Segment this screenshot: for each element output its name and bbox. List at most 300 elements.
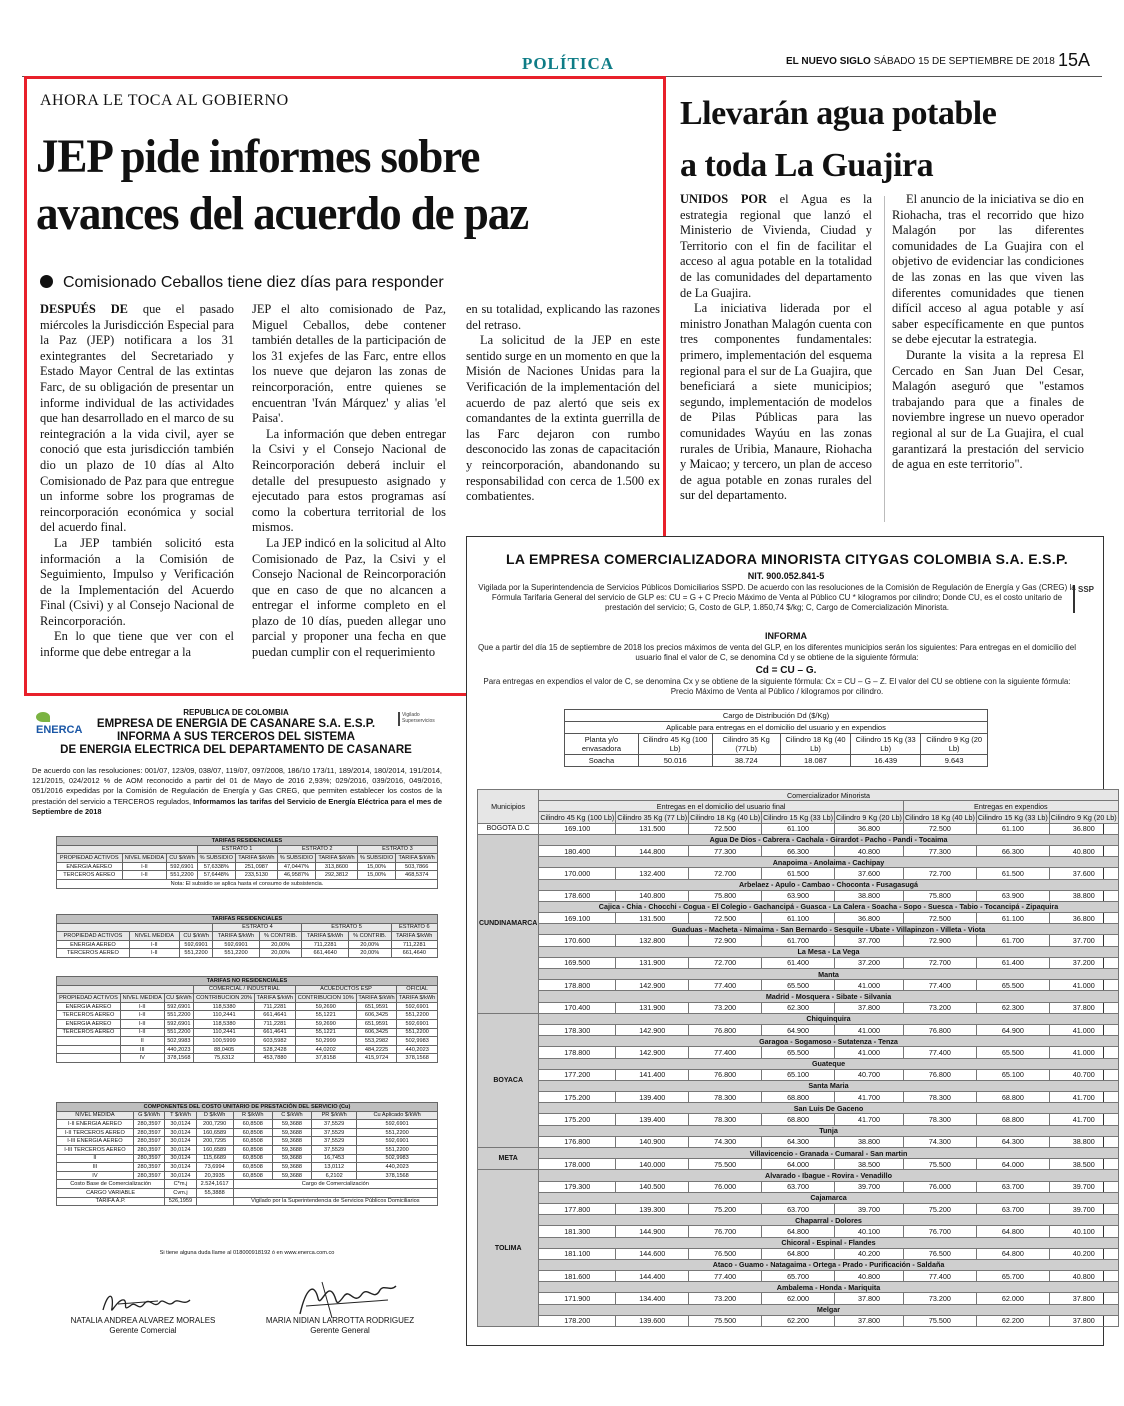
table-cell: 40.100 xyxy=(835,1226,904,1237)
table-row xyxy=(57,940,438,949)
table-cell: 551,2200 xyxy=(164,1011,193,1020)
table-cell: 41.000 xyxy=(835,980,904,991)
table-cell: 553,2982 xyxy=(356,1037,397,1046)
table-cell: 41.700 xyxy=(1049,1092,1118,1103)
enerca-intro xyxy=(32,766,442,817)
table-cell: 41.700 xyxy=(835,1114,904,1125)
column-header: PROPIEDAD ACTIVOS xyxy=(57,932,130,941)
zone-row xyxy=(478,1192,1119,1203)
table-cell: II xyxy=(57,1154,134,1163)
table-row xyxy=(57,1045,438,1054)
table-row xyxy=(478,1271,1119,1282)
table-cell: 592,6901 xyxy=(397,1019,438,1028)
table-cell: 73,6994 xyxy=(196,1163,233,1172)
table-row xyxy=(57,1019,438,1028)
table-cell: 59,3688 xyxy=(272,1137,311,1146)
table-cell: 551,2200 xyxy=(167,871,197,880)
department-cell: TOLIMA xyxy=(478,1170,539,1327)
table-cell: 61.700 xyxy=(976,935,1049,946)
table-cell: 77.400 xyxy=(689,1271,762,1282)
table-cell: 280,3597 xyxy=(133,1128,164,1137)
table-cell: 178.200 xyxy=(539,1315,616,1326)
table-cell: 38.800 xyxy=(835,890,904,901)
table-cell: III xyxy=(120,1045,164,1054)
table-cell: 59,3688 xyxy=(272,1163,311,1172)
table-cell: 37.800 xyxy=(835,1315,904,1326)
zone-row xyxy=(478,879,1119,890)
table-cell: 20,00% xyxy=(348,940,391,949)
table-cell: ENERGIA AEREO xyxy=(57,862,123,871)
column-header: NIVEL MEDIDA xyxy=(120,994,164,1003)
section-label: POLÍTICA xyxy=(521,54,615,73)
masthead xyxy=(786,56,1055,67)
table-row xyxy=(478,1293,1119,1304)
citygas-intro: Vigilada por la Superintendencia de Servicios Públicos Domiciliarios SSPD. De acuerdo con las resoluciones de la Comisión de Regulación de Energía y Gas (CREG) la Fórmula Tarifaria General del servicio de GLP es: CU = G + C Precio Máximo de Venta al Público CU * kilogramos por cilindro; Donde CU, es el costo unitario de prestación del servicio; G, Costo de GLP, 1.850,74 $/kg; C, Cargo de Comercialización Minorista. xyxy=(478,583,1076,612)
article1-column-3 xyxy=(466,302,660,528)
table-cell: 526,1959 xyxy=(165,1197,196,1206)
zone-row xyxy=(478,1103,1119,1114)
table-cell: 30,0124 xyxy=(165,1154,196,1163)
table-cell: 592,6901 xyxy=(213,940,259,949)
table-cell: 651,9591 xyxy=(356,1019,397,1028)
table-cell: 38.800 xyxy=(1049,1136,1118,1147)
table-cell: 36.800 xyxy=(835,823,904,834)
zone-label: Cajamarca xyxy=(539,1192,1118,1203)
citygas-nit: NIT. 900.052.841-5 xyxy=(747,571,825,581)
table-cell: 60,8508 xyxy=(233,1154,272,1163)
citygas-text-2: Que a partir del día 15 de septiembre de 2018 los precios máximos de venta del GLP, en los diferentes municipios serán los siguientes: Para entregas en el domicilio del usuario final el valor de C, se denomina Cd y se obtiene de la siguiente fórmula: xyxy=(478,643,1076,662)
column-header: PROPIEDAD ACTIVOS xyxy=(57,854,123,863)
column-header: D $/kWh xyxy=(196,1111,233,1120)
table-cell: 40.200 xyxy=(1049,1248,1118,1259)
table-title: Cargo de Distribución Dd ($/Kg) xyxy=(565,710,988,722)
table-cell: 73.200 xyxy=(903,1002,976,1013)
table-cell: 280,3597 xyxy=(133,1145,164,1154)
table-cell: 140.900 xyxy=(616,1136,689,1147)
table-cell: 37.800 xyxy=(1049,1002,1118,1013)
zone-row xyxy=(478,1058,1119,1069)
table-cell: 280,3597 xyxy=(133,1171,164,1180)
table-row xyxy=(57,1180,438,1189)
table-cell: 63.700 xyxy=(762,1181,835,1192)
distributor-header: Comercializador Minorista xyxy=(539,790,1118,801)
table-cell: 440,2023 xyxy=(164,1045,193,1054)
table-row xyxy=(57,1137,438,1146)
table-cell: 251,0987 xyxy=(236,862,278,871)
zone-row xyxy=(478,1148,1119,1159)
table-cell: 62.300 xyxy=(976,1002,1049,1013)
table-cell: I-III ENERGIA AEREO xyxy=(57,1137,134,1146)
table-cell: 77.400 xyxy=(903,1271,976,1282)
table-cell: 37.200 xyxy=(1049,957,1118,968)
table-row xyxy=(57,1154,438,1163)
group-cell xyxy=(57,923,213,932)
column-header: CONTRIBUCION 10% xyxy=(295,994,356,1003)
table-row xyxy=(57,1145,438,1154)
logo-text: ENERCA xyxy=(36,724,83,736)
table-row xyxy=(57,1054,438,1063)
table-cell: 68.800 xyxy=(976,1114,1049,1125)
home-delivery-header: Entregas en el domicilio del usuario final xyxy=(539,801,904,812)
table-cell: 77.400 xyxy=(689,1047,762,1058)
table-cell: 38.724 xyxy=(712,755,780,767)
paragraph xyxy=(680,192,872,301)
column-header: TARIFA $/kWh xyxy=(236,854,278,863)
table-cell: 77.400 xyxy=(689,980,762,991)
table-cell: 66.300 xyxy=(976,845,1049,856)
table-cell: Cargo de Comercialización xyxy=(233,1180,437,1189)
table-cell: TERCEROS AEREO xyxy=(57,1011,121,1020)
table-cell: 37.600 xyxy=(1049,868,1118,879)
table-cell: 76.800 xyxy=(903,1024,976,1035)
table-cell: 77.300 xyxy=(689,845,762,856)
table-cell: 68.800 xyxy=(762,1114,835,1125)
table-cell: 502,9983 xyxy=(397,1037,438,1046)
group-cell: ACUEDUCTOS ESP xyxy=(295,985,397,994)
table-cell: ENERGIA AEREO xyxy=(57,1019,121,1028)
table-cell: 551,2200 xyxy=(213,949,259,958)
table-cell: 40.100 xyxy=(1049,1226,1118,1237)
distribution-charge-table xyxy=(564,709,988,767)
table-cell: 59,2690 xyxy=(295,1019,356,1028)
table-cell: 37.800 xyxy=(835,1002,904,1013)
table-cell: 134.400 xyxy=(616,1293,689,1304)
table-cell: 65.500 xyxy=(976,980,1049,991)
table-cell: 178.800 xyxy=(539,1047,616,1058)
column-header: TARIFA $/kWh xyxy=(302,932,348,941)
zone-label: La Mesa - La Vega xyxy=(539,946,1118,957)
enerca-heading xyxy=(30,708,442,757)
table-cell: 64.000 xyxy=(762,1159,835,1170)
column-header: G $/kWh xyxy=(133,1111,164,1120)
table-cell: 76.500 xyxy=(689,1248,762,1259)
table-cell: 64.800 xyxy=(762,1226,835,1237)
table-cell: 313,8600 xyxy=(316,862,358,871)
table-cell: C*m.j xyxy=(165,1180,196,1189)
table-cell: I-II xyxy=(122,862,167,871)
table-cell: 37.800 xyxy=(1049,1315,1118,1326)
column-header: T $/kWh xyxy=(165,1111,196,1120)
column-header: TARIFA $/kWh xyxy=(391,932,437,941)
table-cell: 63.700 xyxy=(976,1181,1049,1192)
table-cell: 169.500 xyxy=(539,957,616,968)
residential-tariffs-1 xyxy=(56,836,438,889)
group-cell: ESTRATO 1 xyxy=(197,845,277,854)
intro-text: De acuerdo con las resoluciones: 001/07, 123/09, 038/07, 119/07, 097/2008, 186/10 173/11, 189/2014, 180/2014, 191/2014, 121/2015, 024/2012 % de AOM reconocido a partir del 01 de Mayo de 2016 2,93%; 029/2016, 039/2016, 049/2016, 051/2016 expedidas por la Comisión de Regulación de Energía y Gas CREG, que permiten establecer los costos de la prestación del servicio a TERCEROS regulados, xyxy=(32,766,442,806)
table-cell: 711,2281 xyxy=(255,1002,296,1011)
table-header-row xyxy=(57,1111,438,1120)
citygas-formula: Cd = CU – G. xyxy=(755,665,817,676)
zone-label: Alvarado - Ibague - Rovira - Venadillo xyxy=(539,1170,1118,1181)
table-cell: 77.300 xyxy=(903,845,976,856)
table-cell: 76.000 xyxy=(689,1181,762,1192)
table-cell: 72.900 xyxy=(689,935,762,946)
table-cell: 68.800 xyxy=(976,1092,1049,1103)
table-cell: 132.800 xyxy=(616,935,689,946)
group-cell: ESTRATO 5 xyxy=(302,923,391,932)
table-cell: 592,6901 xyxy=(357,1120,438,1129)
citygas-notice xyxy=(466,536,1117,1346)
table-cell: 115,6689 xyxy=(196,1154,233,1163)
column-header: CU $/kWh xyxy=(167,854,197,863)
column-header: Cilindro 35 Kg (77 Lb) xyxy=(617,812,688,822)
column-header: Cilindro 18 Kg (40 Lb) xyxy=(690,812,761,822)
table-cell: 59,3688 xyxy=(272,1145,311,1154)
column-header: TARIFA $/kWh xyxy=(397,994,438,1003)
zone-row xyxy=(478,991,1119,1002)
table-row xyxy=(478,890,1119,901)
table-cell: 72.700 xyxy=(689,868,762,879)
table-cell: 30,0124 xyxy=(165,1163,196,1172)
table-cell: 41.700 xyxy=(835,1092,904,1103)
republic-label: REPUBLICA DE COLOMBIA xyxy=(183,708,289,717)
table-row xyxy=(478,1159,1119,1170)
column-header: Cilindro 45 Kg (100 Lb) xyxy=(540,812,615,822)
table-title: TARIFAS RESIDENCIALES xyxy=(57,837,438,846)
paper-name: EL NUEVO SIGLO xyxy=(786,56,871,67)
table-cell: 47,0447% xyxy=(277,862,315,871)
table-cell: 606,3425 xyxy=(356,1011,397,1020)
table-cell xyxy=(196,1197,233,1206)
table-cell: 78.300 xyxy=(689,1114,762,1125)
citygas-title: LA EMPRESA COMERCIALIZADORA MINORISTA CITYGAS COLOMBIA S.A. E.S.P. xyxy=(506,551,1068,567)
zone-label: Chaparral - Dolores xyxy=(539,1215,1118,1226)
table-cell: 62.000 xyxy=(762,1293,835,1304)
table-cell: Costo Base de Comercialización xyxy=(57,1180,165,1189)
table-cell: 60,8508 xyxy=(233,1145,272,1154)
table-cell: 160,6589 xyxy=(196,1128,233,1137)
column-header: Cilindro 15 Kg (33 Lb) xyxy=(763,812,834,822)
table-cell: 37.700 xyxy=(835,935,904,946)
table-cell: 551,2200 xyxy=(397,1028,438,1037)
subhead-text: Comisionado Ceballos tiene diez días para responder xyxy=(63,274,444,291)
table-cell: 40.800 xyxy=(835,1271,904,1282)
table-row xyxy=(478,1136,1119,1147)
table-cell: 68.800 xyxy=(762,1092,835,1103)
zone-row xyxy=(478,1080,1119,1091)
table-cell: 61.400 xyxy=(762,957,835,968)
table-cell: 72.500 xyxy=(689,823,762,834)
table-cell: 280,3597 xyxy=(133,1120,164,1129)
paragraph: La JEP también solicitó esta información a la Comisión de Seguimiento, Impulso y Verificación de la Implementación del Acuerdo Final (Csivi) y al Consejo Nacional de Reincorporación. xyxy=(40,535,234,628)
table-cell: 75.200 xyxy=(903,1203,976,1214)
table-cell: 39.700 xyxy=(835,1203,904,1214)
group-row xyxy=(57,923,438,932)
table-cell: I-III TERCEROS AEREO xyxy=(57,1145,134,1154)
table-row xyxy=(478,1047,1119,1058)
table-cell: 37,5529 xyxy=(312,1145,357,1154)
table-cell: 528,2428 xyxy=(255,1045,296,1054)
column-header: C $/kWh xyxy=(272,1111,311,1120)
table-cell: 502,9983 xyxy=(164,1037,193,1046)
column-header: Cilindro 45 Kg (100 Lb) xyxy=(638,734,712,755)
table-cell: 64.300 xyxy=(976,1136,1049,1147)
table-cell: TERCEROS AEREO xyxy=(57,871,123,880)
table-cell: 378,1568 xyxy=(164,1054,193,1063)
table-cell: 140.000 xyxy=(616,1159,689,1170)
table-cell: 63.900 xyxy=(762,890,835,901)
table-cell: 171.900 xyxy=(539,1293,616,1304)
table-cell: 61.100 xyxy=(762,913,835,924)
table-cell: I-II xyxy=(120,1011,164,1020)
table-cell: ENERGIA AEREO xyxy=(57,1002,121,1011)
table-cell: 65.500 xyxy=(976,1047,1049,1058)
table-cell: TERCEROS AEREO xyxy=(57,1028,121,1037)
table-cell xyxy=(57,1054,121,1063)
table-cell: 72.500 xyxy=(903,913,976,924)
table-title-row xyxy=(57,1103,438,1112)
table-row xyxy=(478,868,1119,879)
table-cell: 63.900 xyxy=(976,890,1049,901)
table-cell: 36.800 xyxy=(835,913,904,924)
table-cell: 72.700 xyxy=(903,868,976,879)
table-cell: 175.200 xyxy=(539,1092,616,1103)
table-cell: 38.800 xyxy=(1049,890,1118,901)
table-row xyxy=(57,1171,438,1180)
table-cell: 140.500 xyxy=(616,1181,689,1192)
table-cell: 144.600 xyxy=(616,1248,689,1259)
table-cell: 30,0124 xyxy=(165,1120,196,1129)
table-cell: 175.200 xyxy=(539,1114,616,1125)
lead-words: DESPUÉS DE xyxy=(40,302,128,316)
table-cell: 661,4641 xyxy=(255,1028,296,1037)
column-header: Cilindro 9 Kg (20 Lb) xyxy=(1050,812,1117,822)
table-cell: 100,5999 xyxy=(194,1037,255,1046)
zone-label: Chiquinquira xyxy=(539,1013,1118,1024)
table-cell: 440,2023 xyxy=(397,1045,438,1054)
column-header: Cilindro 18 Kg (40 Lb) xyxy=(780,734,850,755)
table-row xyxy=(57,871,438,880)
group-cell: ESTRATO 3 xyxy=(357,845,437,854)
table-cell: 38.500 xyxy=(835,1159,904,1170)
department-cell: BOGOTA D.C xyxy=(478,823,539,834)
residential-tariffs-2 xyxy=(56,914,438,958)
table-cell: 30,0124 xyxy=(165,1128,196,1137)
zone-row xyxy=(478,924,1119,935)
table-cell: 233,5130 xyxy=(236,871,278,880)
table-cell: 592,6901 xyxy=(164,1019,193,1028)
cost-components xyxy=(56,1102,438,1206)
department-cell: CUNDINAMARCA xyxy=(478,834,539,1013)
zone-label: Ataco - Guamo - Natagaima - Ortega - Prado - Purificación - Saldaña xyxy=(539,1259,1118,1270)
column-header: % CONTRIB. xyxy=(259,932,302,941)
table-cell: 503,7866 xyxy=(396,862,438,871)
table-row xyxy=(57,1120,438,1129)
table-cell: 661,4640 xyxy=(302,949,348,958)
table-cell: 60,8508 xyxy=(233,1163,272,1172)
signatory-role: Gerente Comercial xyxy=(109,1326,177,1335)
table-cell: 36.800 xyxy=(1049,823,1118,834)
column-header: TARIFA $/kWh xyxy=(255,994,296,1003)
table-cell: 55,1221 xyxy=(295,1028,356,1037)
table-cell: 41.000 xyxy=(1049,980,1118,991)
column-header: Cu Aplicado $/kWh xyxy=(357,1111,438,1120)
table-cell: 65.500 xyxy=(762,1047,835,1058)
table-cell: 37.800 xyxy=(1049,1293,1118,1304)
table-cell: 551,2200 xyxy=(397,1011,438,1020)
table-row xyxy=(57,1197,438,1206)
table-cell: Cvm.j xyxy=(165,1188,196,1197)
table-cell: 50,2999 xyxy=(295,1037,356,1046)
paragraph-text: que el pasado miércoles la Jurisdicción Especial para la Paz (JEP) notificara a los 31 exintegrantes del Secretariado y Estado Mayor Central de las extintas Farc, de su obligación de presentar un informe individual de las actividades que han desarrollado en el marco de su reintegración a la vida civil, ayer se conoció que esta jurisdicción también dio un plazo de 10 días al Alto Comisionado de Paz para que entregue un informe sobre los programas de reincorporación económica y social del acuerdo final. xyxy=(40,302,234,535)
group-cell: OFICIAL xyxy=(397,985,438,994)
table-cell: 6,2102 xyxy=(312,1171,357,1180)
table-cell: 61.100 xyxy=(976,823,1049,834)
column-header: % SUBSIDIO xyxy=(277,854,315,863)
table-cell: 484,2225 xyxy=(356,1045,397,1054)
table-cell: 37.700 xyxy=(1049,935,1118,946)
table-cell: Vigilado por la Superintendencia de Servicios Públicos Domiciliarios xyxy=(233,1197,437,1206)
table-cell: 74.300 xyxy=(689,1136,762,1147)
table-cell: 76.700 xyxy=(903,1226,976,1237)
table-cell: 59,2690 xyxy=(295,1002,356,1011)
table-cell: 41.000 xyxy=(835,1024,904,1035)
table-cell: 16.439 xyxy=(851,755,921,767)
citygas-text-3: Para entregas en expendios el valor de C, se denomina Cx y se obtiene de la siguiente fórmula: Cx = CU – G – Z. El valor del CU se obtiene con la siguiente fórmula: Precio Máximo de Venta al Público / kilogramos por cilindro. xyxy=(483,677,1071,696)
table-cell: 711,2281 xyxy=(391,940,437,949)
table-cell: TERCEROS AEREO xyxy=(57,949,130,958)
article2-column-2 xyxy=(892,192,1084,526)
paragraph: JEP el alto comisionado de Paz, Miguel Ceballos, debe contener también detalles de la participación de los 31 exjefes de las Farc, entre ellos los nueve que dejaron las zonas de reincorporación, entre quienes se encuentran 'Iván Márquez' y alias 'el Paisa'. xyxy=(252,302,446,426)
table-cell: 72.900 xyxy=(903,935,976,946)
table-cell: I-II ENERGIA AEREO xyxy=(57,1120,134,1129)
paragraph xyxy=(40,302,234,536)
table-cell: 20,3935 xyxy=(196,1171,233,1180)
table-cell: 551,2200 xyxy=(357,1128,438,1137)
table-cell: 110,2441 xyxy=(194,1011,255,1020)
table-cell: 603,5982 xyxy=(255,1037,296,1046)
zone-row xyxy=(478,1237,1119,1248)
table-cell: 181.100 xyxy=(539,1248,616,1259)
column-header: % SUBSIDIO xyxy=(197,854,235,863)
table-cell: 50.016 xyxy=(638,755,712,767)
zone-label: Villavicencio - Granada - Cumaral - San martin xyxy=(539,1148,1118,1159)
table-header-row xyxy=(57,994,438,1003)
table-header-row xyxy=(478,812,1119,823)
table-row xyxy=(478,1203,1119,1214)
table-cell: 40.200 xyxy=(835,1248,904,1259)
table-cell: 62.200 xyxy=(976,1315,1049,1326)
table-cell: 64.900 xyxy=(976,1024,1049,1035)
article-subhead xyxy=(40,274,444,292)
table-row xyxy=(565,755,988,767)
table-cell: 39.700 xyxy=(1049,1181,1118,1192)
table-cell: 280,3597 xyxy=(133,1163,164,1172)
table-cell: 76.700 xyxy=(689,1226,762,1237)
table-cell: 61.100 xyxy=(976,913,1049,924)
headline-line-2: a toda La Guajira xyxy=(680,147,934,184)
table-cell: 169.100 xyxy=(539,913,616,924)
table-cell: 60,8508 xyxy=(233,1128,272,1137)
table-note: Nota: El subsidio se aplica hasta el consumo de subsistencia. xyxy=(57,879,438,888)
table-cell: 177.800 xyxy=(539,1203,616,1214)
table-cell: 65.700 xyxy=(976,1271,1049,1282)
group-row xyxy=(57,845,438,854)
table-cell: 59,3688 xyxy=(272,1128,311,1137)
zone-label: Manta xyxy=(539,969,1118,980)
ssp-logo-icon: SSP xyxy=(1073,585,1097,613)
table-row xyxy=(57,1002,438,1011)
table-row xyxy=(57,1163,438,1172)
municipios-header: Municipios xyxy=(478,790,539,824)
zone-label: San Luis De Gaceno xyxy=(539,1103,1118,1114)
table-cell: 59,3688 xyxy=(272,1120,311,1129)
column-header: CONTRIBUCION 20% xyxy=(194,994,255,1003)
table-cell: 61.500 xyxy=(976,868,1049,879)
table-cell: 77.400 xyxy=(903,980,976,991)
table-cell: IV xyxy=(57,1171,134,1180)
table-cell: 77.400 xyxy=(903,1047,976,1058)
